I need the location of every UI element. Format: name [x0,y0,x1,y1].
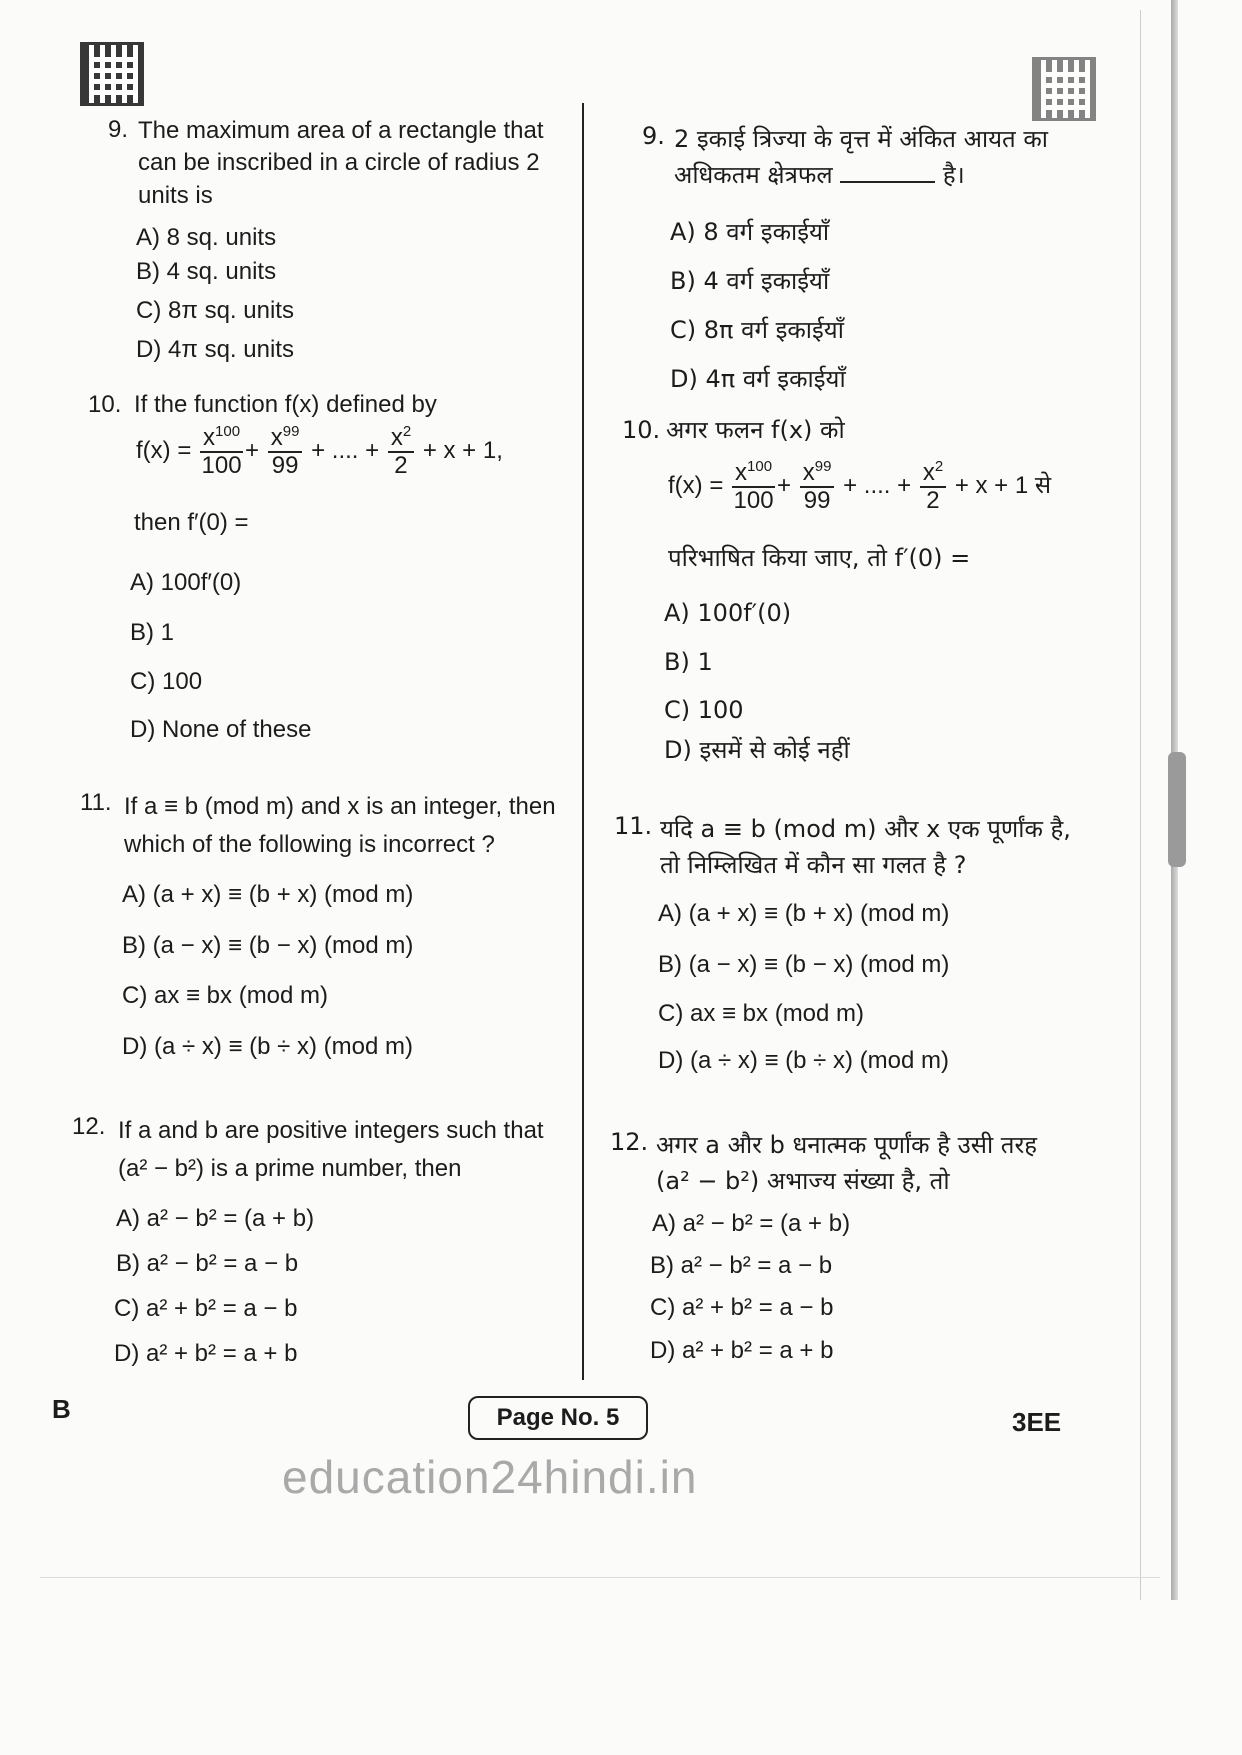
option-c: C) 100 [130,668,203,695]
question-text: If the function f(x) defined by [134,391,437,418]
question-9-en [80,115,580,363]
option-b: B) 1 [664,648,713,676]
paper-code: 3EE [1012,1407,1062,1437]
option-d: D) a² + b² = a + b [650,1337,834,1364]
question-number: 9. [108,116,129,143]
qr-code-right [1032,57,1096,121]
option-c: C) ax ≡ bx (mod m) [122,982,329,1009]
function-expression: f(x) = $\frac{x^{100}}{100}$ + $\frac{x^{99}}{99}$ + .... + $\frac{x^2}{2}$ + x + 1 से [668,458,1052,515]
question-text: If a ≡ b (mod m) and x is an integer, then which of the following is incorrect ? [124,793,556,859]
option-c: C) 100 [664,696,744,724]
option-a: A) (a + x) ≡ (b + x) (mod m) [658,900,950,927]
binder-tab [1168,752,1186,867]
option-a: A) 100f′(0) [130,569,242,596]
option-c: C) 8π sq. units [136,297,294,324]
option-b: B) (a − x) ≡ (b − x) (mod m) [658,951,950,978]
option-b: B) a² − b² = a − b [116,1250,299,1277]
page-number: Page No. 5 [468,1396,648,1440]
option-b: B) 4 वर्ग इकाईयाँ [670,267,830,295]
question-text: The maximum area of a rectangle that can be inscribed in a circle of radius 2 units is [138,117,544,209]
option-d: D) 4π वर्ग इकाईयाँ [670,365,846,393]
watermark: education24hindi.in [282,1451,698,1503]
option-c: C) ax ≡ bx (mod m) [658,1000,865,1027]
then-text: परिभाषित किया जाए, तो f′(0) = [668,544,971,572]
bottom-line [40,1577,1160,1578]
function-expression: f(x) = $\frac{x^{100}}{100}$ + $\frac{x^{99}}{99}$ + .... + $\frac{x^2}{2}$ + x + 1, [136,423,503,480]
question-number: 12. [72,1113,106,1140]
question-number: 12. [610,1128,649,1156]
option-a: A) a² − b² = (a + b) [116,1205,315,1232]
option-d: D) इसमें से कोई नहीं [664,736,850,764]
option-b: B) a² − b² = a − b [650,1252,833,1279]
question-number: 9. [642,122,665,150]
question-text-end: है। [942,161,965,189]
question-11-hi [610,811,1080,1074]
question-number: 10. [622,416,661,444]
then-text: then f′(0) = [134,509,249,536]
question-text: If a and b are positive integers such that (a² − b²) is a prime number, then [118,1117,544,1183]
qr-code-left [80,42,144,106]
option-b: B) 4 sq. units [136,258,277,285]
question-number: 11. [614,812,653,840]
option-c: C) a² + b² = a − b [650,1294,834,1321]
option-d: D) (a ÷ x) ≡ (b ÷ x) (mod m) [658,1047,950,1074]
question-text: अगर a और b धनात्मक पूर्णांक है उसी तरह (a² − b²) अभाज्य संख्या है, तो [656,1131,1038,1195]
option-c: C) a² + b² = a − b [114,1295,298,1322]
option-a: A) 100f′(0) [664,599,792,627]
option-a: A) (a + x) ≡ (b + x) (mod m) [122,881,414,908]
option-d: D) a² + b² = a + b [114,1340,298,1367]
series-code: B [52,1394,71,1424]
question-number: 11. [80,789,112,816]
question-9-hi [610,121,1080,393]
question-text: अगर फलन f(x) को [666,416,845,444]
question-12-en [72,1112,580,1367]
option-c: C) 8π वर्ग इकाईयाँ [670,316,844,344]
question-text: 2 इकाई त्रिज्या के वृत्त में अंकित आयत का अधिकतम क्षेत्रफल [674,125,1048,189]
option-d: D) None of these [130,716,312,743]
option-b: B) 1 [130,619,175,646]
question-10-hi [610,415,1080,764]
question-text: यदि a ≡ b (mod m) और x एक पूर्णांक है, तो निम्लिखित में कौन सा गलत है ? [660,815,1071,879]
question-11-en [80,788,580,1060]
column-divider [582,103,584,1380]
page-edge-line [1140,10,1141,1600]
option-a: A) 8 वर्ग इकाईयाँ [670,218,830,246]
option-a: A) a² − b² = (a + b) [652,1210,851,1237]
option-b: B) (a − x) ≡ (b − x) (mod m) [122,932,414,959]
option-d: D) 4π sq. units [136,336,294,363]
answer-blank [840,181,935,183]
question-12-hi [610,1127,1080,1364]
option-a: A) 8 sq. units [136,224,277,251]
option-d: D) (a ÷ x) ≡ (b ÷ x) (mod m) [122,1033,414,1060]
question-number: 10. [88,391,122,418]
question-10-en [80,390,580,743]
